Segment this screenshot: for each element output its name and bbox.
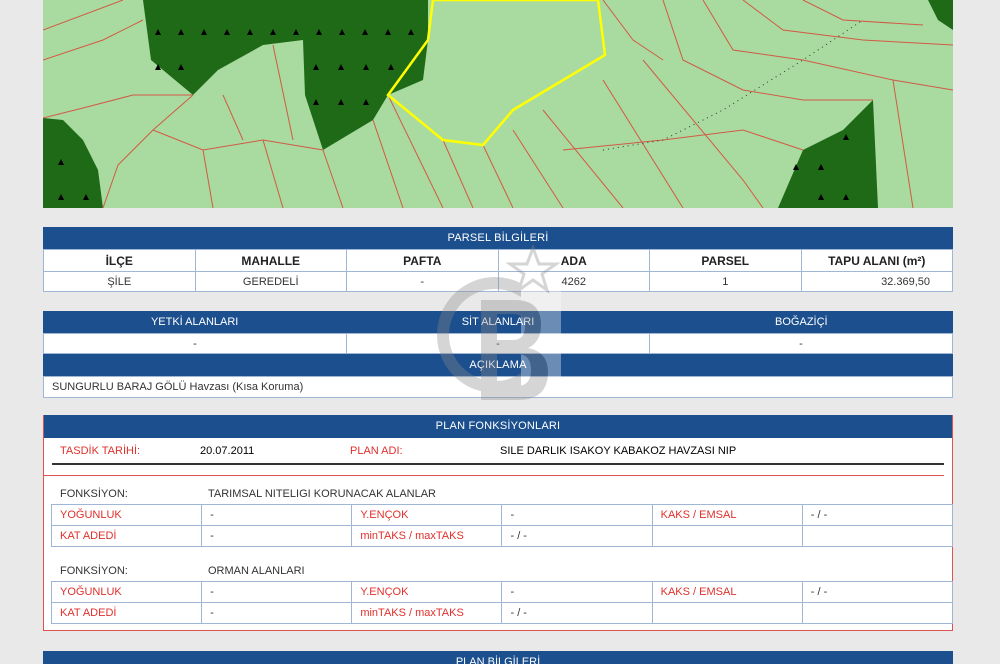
sit-alanlari-value: - [347, 334, 650, 354]
authority-header-row [43, 311, 953, 333]
column-header-tapu-alani: TAPU ALANI (m²) [801, 250, 953, 272]
value-tapu-alani: 32.369,50 [801, 272, 953, 292]
plan-functions-header: PLAN FONKSİYONLARI [44, 415, 952, 438]
yogunluk-label: YOĞUNLUK [52, 505, 202, 526]
yetki-alanlari-header: YETKİ ALANLARI [150, 316, 239, 328]
aciklama-header: AÇIKLAMA [43, 354, 953, 376]
bogazici-value: - [650, 334, 953, 354]
plan-adi-label: PLAN ADI: [350, 444, 403, 457]
function-title-row [44, 484, 944, 504]
column-header-mahalle: MAHALLE [195, 250, 347, 272]
bogazici-header: BOĞAZİÇİ [775, 316, 828, 328]
kaks-emsal-value: - / - [802, 582, 952, 603]
kaks-emsal-label: KAKS / EMSAL [652, 505, 802, 526]
value-parsel: 1 [650, 272, 802, 292]
approval-row [52, 438, 944, 465]
taks-value: - / - [502, 603, 652, 624]
column-header-pafta: PAFTA [347, 250, 499, 272]
function-row [52, 603, 953, 624]
column-header-ilce: İLÇE [44, 250, 196, 272]
parcel-info-section [43, 227, 953, 292]
taks-label: minTAKS / maxTAKS [352, 603, 502, 624]
column-header-parsel: PARSEL [650, 250, 802, 272]
kat-adedi-value: - [202, 526, 352, 547]
y-encok-label: Y.ENÇOK [352, 505, 502, 526]
column-header-ada: ADA [498, 250, 650, 272]
yogunluk-label: YOĞUNLUK [52, 582, 202, 603]
tasdik-tarihi-label: TASDİK TARİHİ: [60, 444, 141, 457]
y-encok-value: - [502, 505, 652, 526]
value-ilce: ŞİLE [44, 272, 196, 292]
map-canvas[interactable] [43, 0, 953, 208]
function-name: ORMAN ALANLARI [208, 565, 305, 577]
function-box [44, 475, 944, 630]
kat-adedi-value: - [202, 603, 352, 624]
function-row [52, 505, 953, 526]
function-table [51, 581, 953, 624]
authority-values-row [44, 334, 953, 354]
parcel-info-table [43, 249, 953, 292]
function-row [52, 582, 953, 603]
function-table [51, 504, 953, 547]
parcel-column-headers [44, 250, 953, 272]
function-title-row [44, 561, 944, 581]
function-label: FONKSİYON: [60, 488, 128, 500]
plan-functions-section [43, 415, 953, 631]
kat-adedi-label: KAT ADEDİ [52, 526, 202, 547]
parcel-map[interactable] [43, 0, 953, 208]
function-label: FONKSİYON: [60, 565, 128, 577]
kaks-emsal-label: KAKS / EMSAL [652, 582, 802, 603]
yogunluk-value: - [202, 505, 352, 526]
parcel-info-header: PARSEL BİLGİLERİ [43, 227, 953, 249]
taks-value: - / - [502, 526, 652, 547]
y-encok-value: - [502, 582, 652, 603]
tasdik-tarihi-value: 20.07.2011 [200, 444, 255, 457]
plan-info-header: PLAN BİLGİLERİ [43, 651, 953, 664]
authority-values-table [43, 333, 953, 354]
yogunluk-value: - [202, 582, 352, 603]
empty-cell [652, 603, 802, 624]
parcel-values-row [44, 272, 953, 292]
function-row [52, 526, 953, 547]
yetki-alanlari-value: - [44, 334, 347, 354]
plan-adi-value: SILE DARLIK ISAKOY KABAKOZ HAVZASI NIP [500, 444, 737, 457]
empty-cell [802, 603, 952, 624]
value-mahalle: GEREDELİ [195, 272, 347, 292]
function-name: TARIMSAL NITELIGI KORUNACAK ALANLAR [208, 488, 437, 500]
y-encok-label: Y.ENÇOK [352, 582, 502, 603]
aciklama-text: SUNGURLU BARAJ GÖLÜ Havzası (Kısa Koruma) [43, 376, 953, 398]
empty-cell [802, 526, 952, 547]
taks-label: minTAKS / maxTAKS [352, 526, 502, 547]
kat-adedi-label: KAT ADEDİ [52, 603, 202, 624]
empty-cell [652, 526, 802, 547]
authority-section [43, 311, 953, 398]
sit-alanlari-header: SİT ALANLARI [461, 316, 535, 328]
kaks-emsal-value: - / - [802, 505, 952, 526]
value-pafta: - [347, 272, 499, 292]
value-ada: 4262 [498, 272, 650, 292]
